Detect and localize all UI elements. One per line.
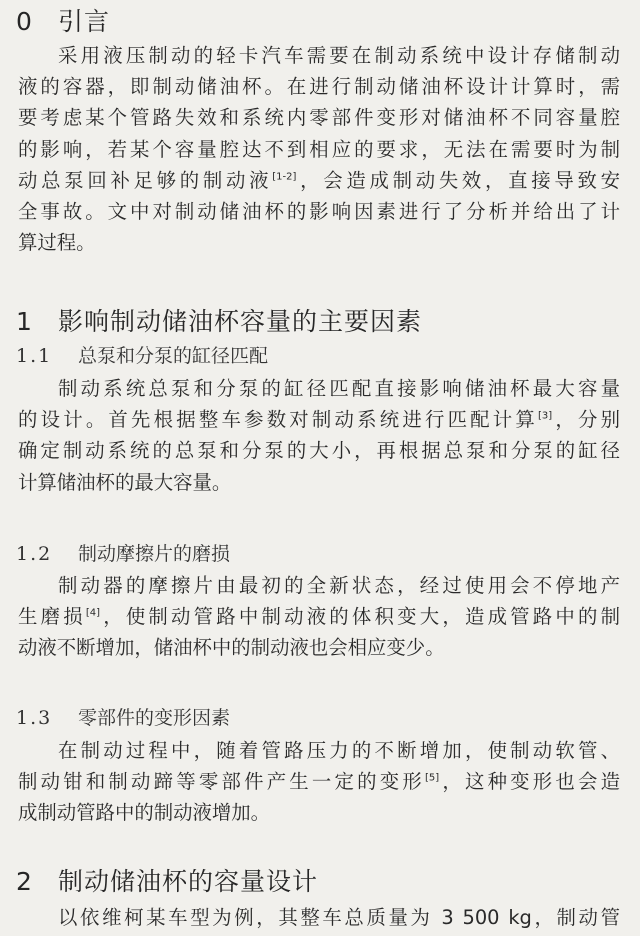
- section-1-heading: [16, 306, 422, 338]
- paragraph-line: 成制动管路中的制动液增加。: [18, 801, 271, 825]
- paragraph-line: 以依维柯某车型为例，其整车总质量为 3 500 kg，制动管: [58, 906, 620, 929]
- paragraph-line: [18, 404, 620, 435]
- section-2-heading: [16, 866, 318, 898]
- section-number: 1: [16, 307, 33, 336]
- line-text: ，分别: [552, 408, 620, 432]
- subsection-1-1-paragraph: [18, 373, 620, 498]
- subsection-title: 总泵和分泵的缸径匹配: [78, 345, 269, 367]
- section-title: 引言: [58, 7, 111, 36]
- line-text: ，这种变形也会造: [439, 770, 620, 794]
- section-0-heading: [16, 6, 110, 38]
- citation-ref: [4]: [85, 607, 100, 619]
- subsection-number: 1.1: [16, 345, 53, 367]
- subsection-1-1-heading: [16, 342, 268, 370]
- line-text: 制动钳和制动蹄等零部件产生一定的变形: [18, 770, 425, 794]
- paragraph-line: 计算储油杯的最大容量。: [18, 470, 232, 494]
- subsection-number: 1.3: [16, 707, 53, 729]
- intro-paragraph: [18, 40, 620, 258]
- citation-ref: [5]: [424, 772, 440, 784]
- paragraph-line: 液的容器，即制动储油杯。在进行制动储油杯设计计算时，需: [18, 75, 620, 99]
- line-text: 动总泵回补足够的制动液: [18, 168, 273, 192]
- paragraph-line: [18, 165, 620, 196]
- subsection-1-2-heading: [16, 540, 230, 568]
- paragraph-line: 在制动过程中，随着管路压力的不断增加，使制动软管、: [58, 739, 620, 762]
- paragraph-line: 确定制动系统的总泵和分泵的大小，再根据总泵和分泵的缸径: [18, 439, 620, 463]
- paragraph-line: 全事故。文中对制动储油杯的影响因素进行了分析并给出了计: [18, 200, 620, 224]
- section-2-paragraph: [18, 902, 620, 933]
- paragraph-line: 制动器的摩擦片由最初的全新状态，经过使用会不停地产: [58, 574, 620, 597]
- paragraph-line: [18, 601, 620, 632]
- section-number: 0: [16, 7, 33, 36]
- paragraph-line: 算过程。: [18, 231, 96, 255]
- subsection-1-3-heading: [16, 704, 230, 732]
- line-text: 的设计。首先根据整车参数对制动系统进行匹配计算: [18, 408, 539, 432]
- paragraph-line: 要考虑某个管路失效和系统内零部件变形对储油杯不同容量腔: [18, 106, 620, 130]
- paragraph-line: 采用液压制动的轻卡汽车需要在制动系统中设计存储制动: [58, 44, 620, 67]
- line-text: ，会造成制动失效，直接导致安: [296, 168, 620, 192]
- subsection-1-3-paragraph: [18, 735, 620, 829]
- paragraph-line: 制动系统总泵和分泵的缸径匹配直接影响储油杯最大容量: [58, 377, 620, 400]
- line-text: ，使制动管路中制动液的体积变大，造成管路中的制: [100, 605, 620, 629]
- paragraph-line: 的影响，若某个容量腔达不到相应的要求，无法在需要时为制: [18, 137, 620, 161]
- paragraph-line: 动液不断增加，储油杯中的制动液也会相应变少。: [18, 636, 445, 660]
- subsection-title: 零部件的变形因素: [78, 707, 231, 729]
- subsection-1-2-paragraph: [18, 570, 620, 664]
- paragraph-line: [18, 766, 620, 797]
- line-text: 生磨损: [18, 605, 86, 629]
- section-title: 制动储油杯的容量设计: [58, 867, 319, 896]
- section-title: 影响制动储油杯容量的主要因素: [58, 307, 423, 336]
- citation-ref: [3]: [538, 410, 553, 422]
- citation-ref: [1-2]: [272, 171, 297, 183]
- subsection-number: 1.2: [16, 543, 53, 565]
- subsection-title: 制动摩擦片的磨损: [78, 543, 231, 565]
- section-number: 2: [16, 867, 33, 896]
